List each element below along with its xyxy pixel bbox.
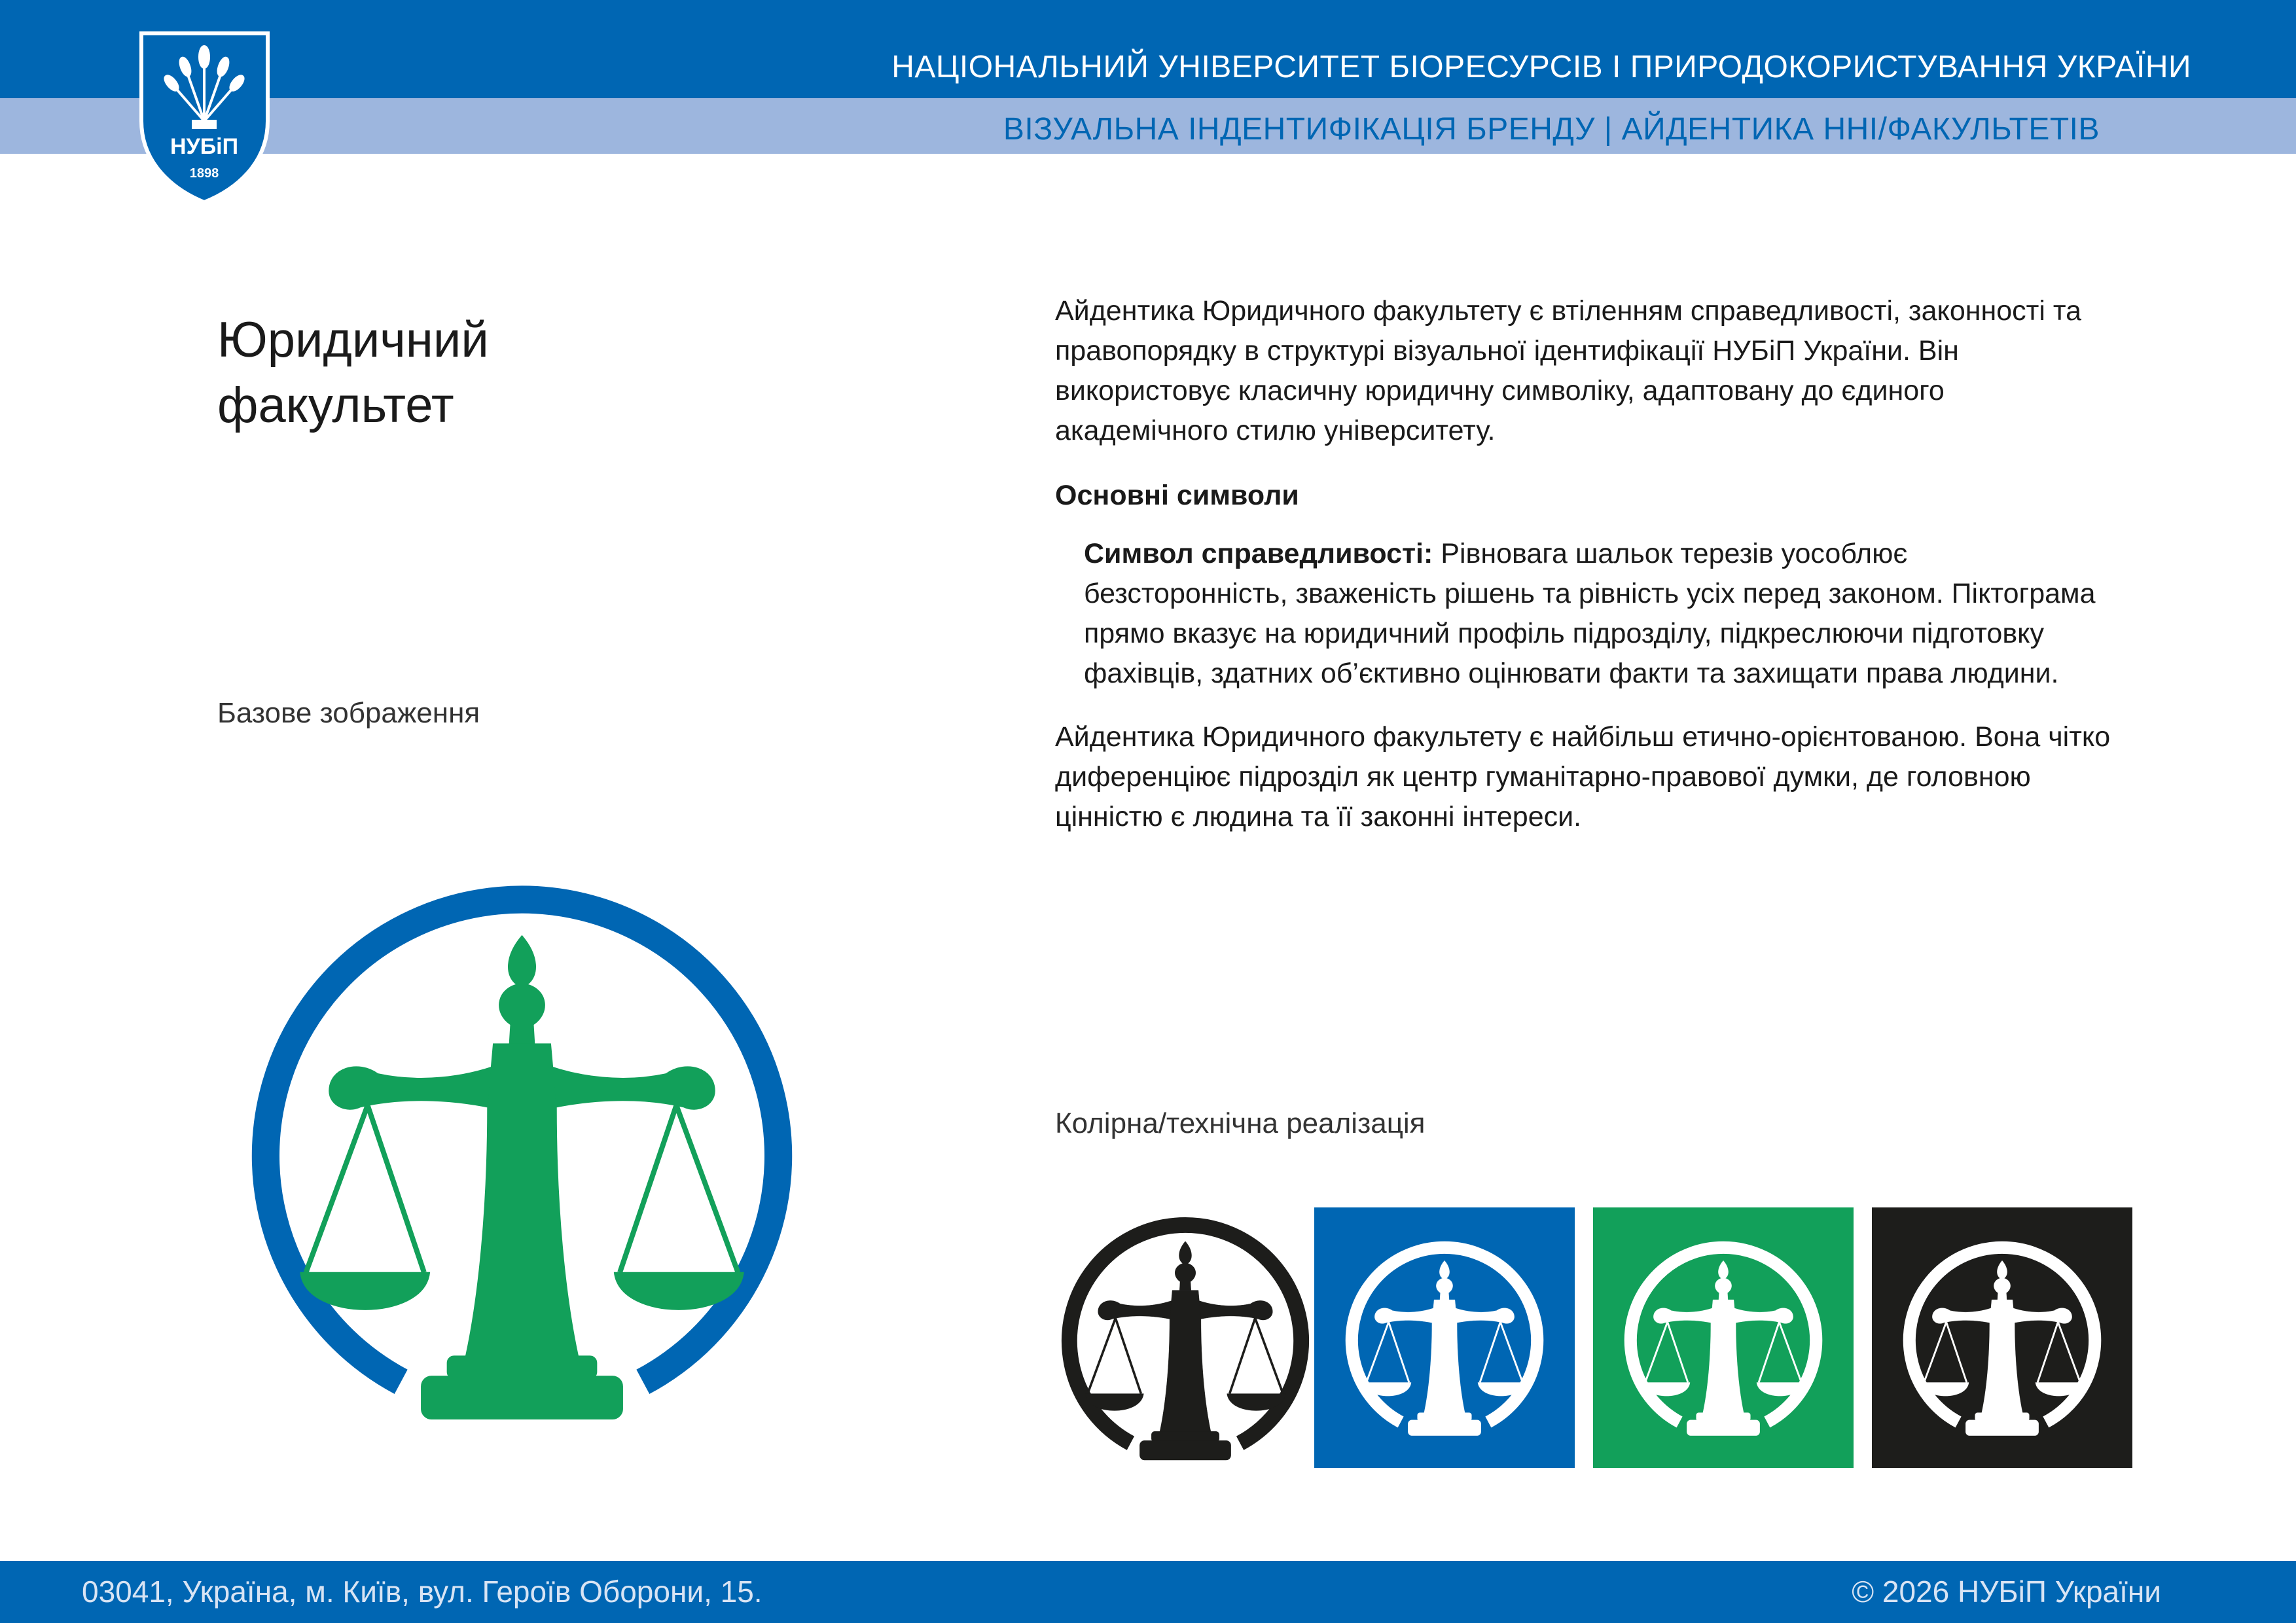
scales-of-justice-icon: [1872, 1207, 2132, 1468]
page-title: Юридичний факультет: [217, 312, 489, 433]
logo-name: НУБіП: [170, 134, 239, 159]
conclusion-paragraph: Айдентика Юридичного факультету є найбільш етично-орієнтованою. Вона чітко диференціює підрозділ як центр гуманітарно-правової думки, де головною цінністю є людина та її законні інтереси.: [1055, 721, 2111, 832]
variant-white-on-black: [1872, 1207, 2132, 1468]
color-implementation-label: Колірна/технічна реалізація: [1055, 1107, 1426, 1139]
description-text: [1055, 291, 2115, 837]
university-logo: [137, 29, 272, 206]
symbol-description: [1084, 534, 2115, 694]
footer-copyright: © 2026 НУБіП України: [1852, 1575, 2161, 1609]
scales-of-justice-icon: [1593, 1207, 1854, 1468]
section-heading: Основні символи: [1055, 480, 1299, 511]
variant-white-on-blue: [1314, 1207, 1575, 1468]
variant-monochrome-black: [1055, 1207, 1316, 1468]
scales-of-justice-icon: [1314, 1207, 1575, 1468]
scales-of-justice-icon: [1055, 1207, 1316, 1468]
symbol-text: Рівновага шальок терезів уособлює безсторонність, зваженість рішень та рівність усіх перед законом. Піктограма прямо вказує на юридичний профіль підрозділу, підкреслюючи підготовку фахівців, здатних об’єктивно оцінювати факти та захищати права людини.: [1084, 538, 2096, 689]
logo-year: 1898: [189, 166, 219, 181]
university-name: НАЦІОНАЛЬНИЙ УНІВЕРСИТЕТ БІОРЕСУРСІВ І ПРИРОДОКОРИСТУВАННЯ УКРАЇНИ: [891, 50, 2191, 84]
symbol-title: Символ справедливості:: [1084, 538, 1433, 569]
section-subtitle: ВІЗУАЛЬНА ІНДЕНТИФІКАЦІЯ БРЕНДУ | АЙДЕНТИКА ННІ/ФАКУЛЬТЕТІВ: [1003, 112, 2100, 147]
main-emblem: [229, 861, 815, 1436]
variant-white-on-green: [1593, 1207, 1854, 1468]
base-image-label: Базове зображення: [217, 697, 480, 729]
footer-address: 03041, Україна, м. Київ, вул. Героїв Оборони, 15.: [82, 1575, 762, 1609]
intro-paragraph: Айдентика Юридичного факультету є втіленням справедливості, законності та правопорядку в структурі візуальної ідентифікації НУБіП України. Він використовує класичну юридичну символіку, адаптовану до єдиного академічного стилю університету.: [1055, 295, 2081, 446]
